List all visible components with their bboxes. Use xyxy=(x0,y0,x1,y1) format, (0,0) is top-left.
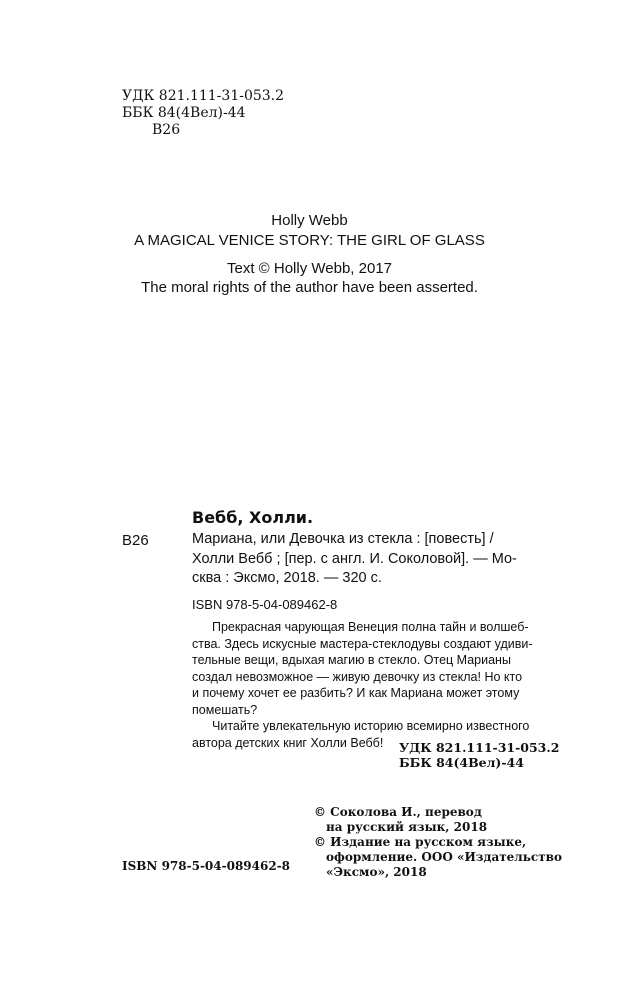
footer-isbn: ISBN 978-5-04-089462-8 xyxy=(122,859,291,873)
copyright-line: © Соколова И., перевод xyxy=(314,805,482,819)
copyright-line: «Эксмо», 2018 xyxy=(326,865,427,879)
author-mark-entry: В26 xyxy=(122,532,149,549)
author-mark: В26 xyxy=(152,122,181,138)
annotation-line: помешать? xyxy=(192,702,258,717)
copyright-line: оформление. ООО «Издательство xyxy=(326,850,562,864)
original-title: A MAGICAL VENICE STORY: THE GIRL OF GLASS xyxy=(134,232,485,249)
annotation-line: и почему хочет ее разбить? И как Мариана может этому xyxy=(192,686,520,700)
copyright-line: на русский язык, 2018 xyxy=(326,820,488,834)
bibliographic-description xyxy=(192,530,547,589)
author-heading: Вебб, Холли. xyxy=(192,508,314,527)
annotation-line: автора детских книг Холли Вебб! xyxy=(192,735,384,750)
annotation-paragraph-1 xyxy=(192,619,548,718)
original-copyright: Text © Holly Webb, 2017 xyxy=(226,260,393,277)
annotation xyxy=(192,619,548,751)
bbk-code: ББК 84(4Вел)-44 xyxy=(122,105,246,121)
biblio-line: Холли Вебб ; [пер. с англ. И. Соколовой]. — Мо- xyxy=(192,550,517,567)
copyright-line: © Издание на русском языке, xyxy=(314,835,527,849)
footer-bbk-code: ББК 84(4Вел)-44 xyxy=(399,755,524,770)
isbn-entry: ISBN 978-5-04-089462-8 xyxy=(192,597,338,612)
annotation-line: тельные вещи, вдыхая магию в стекло. Отец Марианы xyxy=(192,653,511,667)
annotation-line: Прекрасная чарующая Венеция полна тайн и волшеб- xyxy=(212,620,529,634)
footer-classification-codes xyxy=(399,740,559,770)
annotation-line: ства. Здесь искусные мастера-стеклодувы создают удиви- xyxy=(192,636,533,651)
original-author: Holly Webb xyxy=(271,212,348,229)
biblio-line: Мариана, или Девочка из стекла : [повесть] / xyxy=(192,531,494,547)
moral-rights-statement: The moral rights of the author have been asserted. xyxy=(141,279,478,296)
biblio-line: сква : Эксмо, 2018. — 320 с. xyxy=(192,570,382,586)
annotation-line: Читайте увлекательную историю всемирно известного xyxy=(212,719,530,733)
annotation-line: создал невозможное — живую девочку из стекла! Но кто xyxy=(192,669,523,684)
udk-code: УДК 821.111-31-053.2 xyxy=(122,88,285,104)
copyright-notices xyxy=(314,805,562,880)
footer-udk-code: УДК 821.111-31-053.2 xyxy=(399,740,560,755)
classification-codes xyxy=(122,88,284,139)
